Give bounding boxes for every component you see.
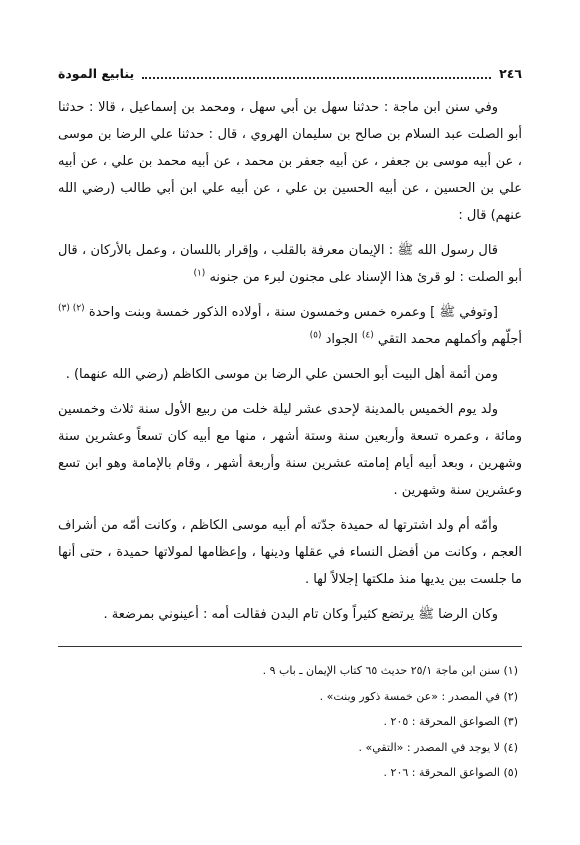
footnote-divider	[58, 646, 522, 647]
paragraph	[58, 299, 522, 353]
paragraph-text: قال رسول الله ﷺ : الإيمان معرفة بالقلب ، وإقرار باللسان ، وعمل بالأركان ، قال أبو الصلت : لو قرئ هذا الإسناد على مجنون لبرء من جنونه	[58, 243, 522, 285]
footnote: (٢) في المصدر : «عن خمسة ذكور وبنت» .	[319, 689, 518, 703]
footnote-ref: (٥)	[309, 330, 322, 341]
page-header	[58, 62, 522, 84]
paragraph-text: [وتوفي ﷺ ] وعمره خمس وخمسون سنة ، أولاده الذكور خمسة وبنت واحدة	[88, 305, 498, 320]
paragraph	[58, 237, 522, 291]
footnotes	[58, 658, 522, 786]
paragraph-text: الجواد	[325, 332, 358, 347]
paragraph: وكان الرضا ﷺ يرتضع كثيراً وكان تام البدن فقالت أمه : أعينوني بمرضعة .	[103, 607, 498, 622]
footnote: (٣) الصواعق المحرقة : ٢٠٥ .	[383, 715, 518, 728]
footnote: (٤) لا يوجد في المصدر : «التقي» .	[358, 740, 518, 754]
page-number: ٢٤٦	[499, 65, 522, 81]
footnote-ref: (١)	[193, 268, 206, 279]
book-title: ينابيع المودة	[58, 65, 135, 81]
footnote: (٥) الصواعق المحرقة : ٢٠٦ .	[383, 766, 518, 779]
footnote-ref: (٢) (٣)	[58, 303, 85, 314]
paragraph-text: أجلّهم وأكملهم محمد التقي	[377, 332, 522, 347]
header-dotted-leader	[142, 76, 491, 79]
paragraph: وفي سنن ابن ماجة : حدثنا سهل بن أبي سهل ، ومحمد بن إسماعيل ، قالا : حدثنا أبو الصلت عبد السلام بن صالح بن سليمان الهروي ، قال : حدثنا علي الرضا بن موسى ، عن أبيه موسى بن جعفر ، عن أبيه جعفر بن محمد ، عن أبيه محمد بن علي ، عن أبيه علي بن الحسين ، عن أبيه الحسين بن علي ، عن أبيه علي ابن أبي طالب (رضي الله عنهم) قال :	[58, 100, 522, 223]
footnote-ref: (٤)	[361, 330, 374, 341]
paragraph: وأمّه أم ولد اشترتها له حميدة جدّته أم أبيه موسى الكاظم ، وكانت أمّه من أشراف العجم ، وكانت من أفضل النساء في عقلها ودينها ، وإعظامها لمولاتها حميدة ، حتى أنها ما جلست بين يديها منذ ملكتها إجلالاً لها .	[58, 518, 522, 587]
footnote: (١) سنن ابن ماجة ٢٥/١ حديث ٦٥ كتاب الإيمان ـ باب ٩ .	[262, 664, 518, 677]
paragraph: ومن أئمة أهل البيت أبو الحسن علي الرضا بن موسى الكاظم (رضي الله عنهما) .	[65, 367, 498, 382]
main-text	[58, 94, 522, 628]
paragraph: ولد يوم الخميس بالمدينة لإحدى عشر ليلة خلت من ربيع الأول سنة ثلاث وخمسين ومائة ، وعمره تسعة وأربعين سنة وستة أشهر ، منها مع أبيه كان تسعاً وعشرين سنة وشهرين ، وبعد أبيه أيام إمامته عشرين سنة وأربعة أشهر ، وقام بالإمامة وهو ابن تسع وعشرين سنة وشهرين .	[58, 402, 522, 498]
